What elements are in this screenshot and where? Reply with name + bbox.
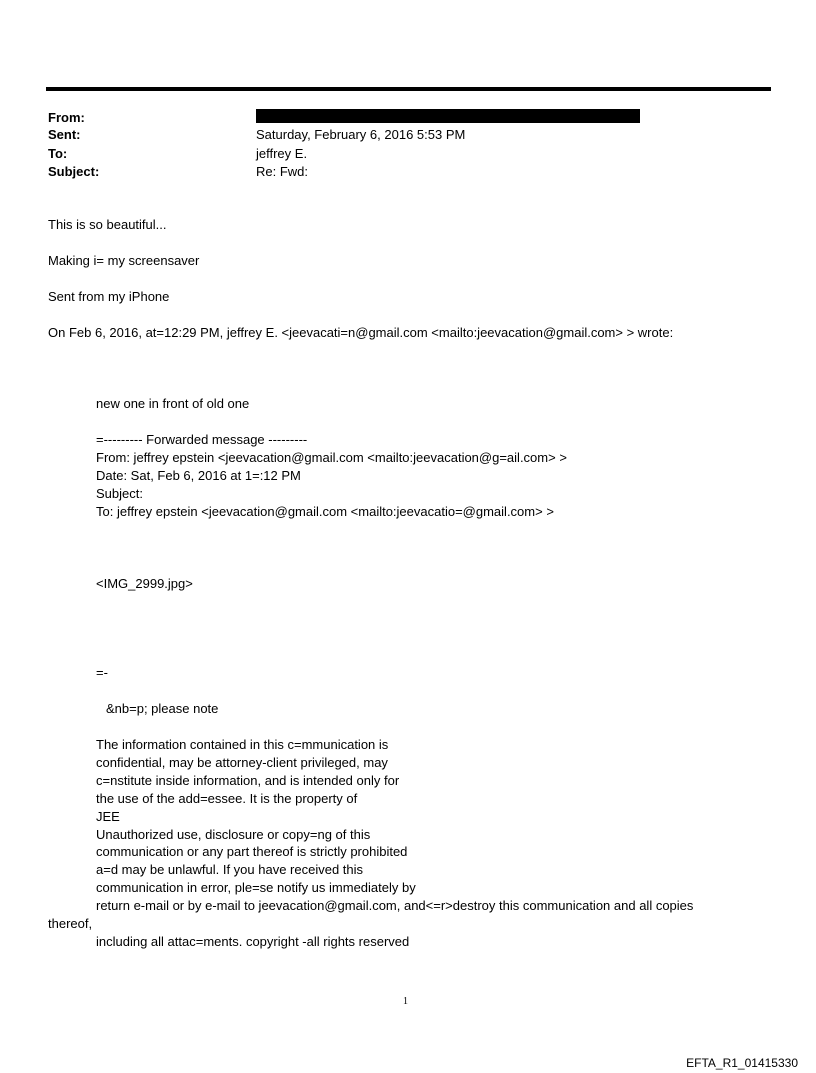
disclaimer-line: JEE xyxy=(96,809,120,824)
sent-value: Saturday, February 6, 2016 5:53 PM xyxy=(256,127,466,142)
subject-value: Re: Fwd: xyxy=(256,164,309,179)
subject-label: Subject: xyxy=(48,164,100,179)
sent-label: Sent: xyxy=(48,127,81,142)
body-line-2: Making i= my screensaver xyxy=(48,253,200,268)
disclaimer-line: the use of the add=essee. It is the property of xyxy=(96,791,358,806)
please-note: &nb=p; please note xyxy=(106,701,219,716)
quote-attribution: On Feb 6, 2016, at=12:29 PM, jeffrey E. <jeevacati=n@gmail.com <mailto:jeevacation@gmail.com> > wrote: xyxy=(48,325,674,340)
disclaimer-line: communication or any part thereof is strictly prohibited xyxy=(96,844,408,859)
to-value: jeffrey E. xyxy=(256,146,308,161)
disclaimer-line: return e-mail or by e-mail to jeevacation@gmail.com, and<=r>destroy this communication and all copies xyxy=(96,898,694,913)
forwarded-date: Date: Sat, Feb 6, 2016 at 1=:12 PM xyxy=(96,468,301,483)
redaction-bar xyxy=(256,109,640,123)
body-line-1: This is so beautiful... xyxy=(48,217,167,232)
disclaimer-line: Unauthorized use, disclosure or copy=ng of this xyxy=(96,827,371,842)
disclaimer-line: confidential, may be attorney-client privileged, may xyxy=(96,755,388,770)
from-label: From: xyxy=(48,110,85,125)
forwarded-to: To: jeffrey epstein <jeevacation@gmail.com <mailto:jeevacatio=@gmail.com> > xyxy=(96,504,554,519)
disclaimer-line: a=d may be unlawful. If you have received this xyxy=(96,862,364,877)
disclaimer-wrap: thereof, xyxy=(48,916,93,931)
attachment-name: <IMG_2999.jpg> xyxy=(96,576,193,591)
forwarded-header: =--------- Forwarded message --------- xyxy=(96,432,308,447)
bates-number: EFTA_R1_01415330 xyxy=(686,1056,798,1070)
header-rule xyxy=(46,87,771,91)
to-label: To: xyxy=(48,146,68,161)
encoding-marker: =- xyxy=(96,665,108,680)
quoted-intro: new one in front of old one xyxy=(96,396,250,411)
disclaimer-line: c=nstitute inside information, and is intended only for xyxy=(96,773,400,788)
disclaimer-line: communication in error, ple=se notify us immediately by xyxy=(96,880,416,895)
body-line-3: Sent from my iPhone xyxy=(48,289,170,304)
disclaimer-line: The information contained in this c=mmunication is xyxy=(96,737,389,752)
disclaimer-last: including all attac=ments. copyright -all rights reserved xyxy=(96,934,410,949)
forwarded-from: From: jeffrey epstein <jeevacation@gmail.com <mailto:jeevacation@g=ail.com> > xyxy=(96,450,567,465)
forwarded-subject: Subject: xyxy=(96,486,143,501)
page-number: 1 xyxy=(403,996,408,1007)
